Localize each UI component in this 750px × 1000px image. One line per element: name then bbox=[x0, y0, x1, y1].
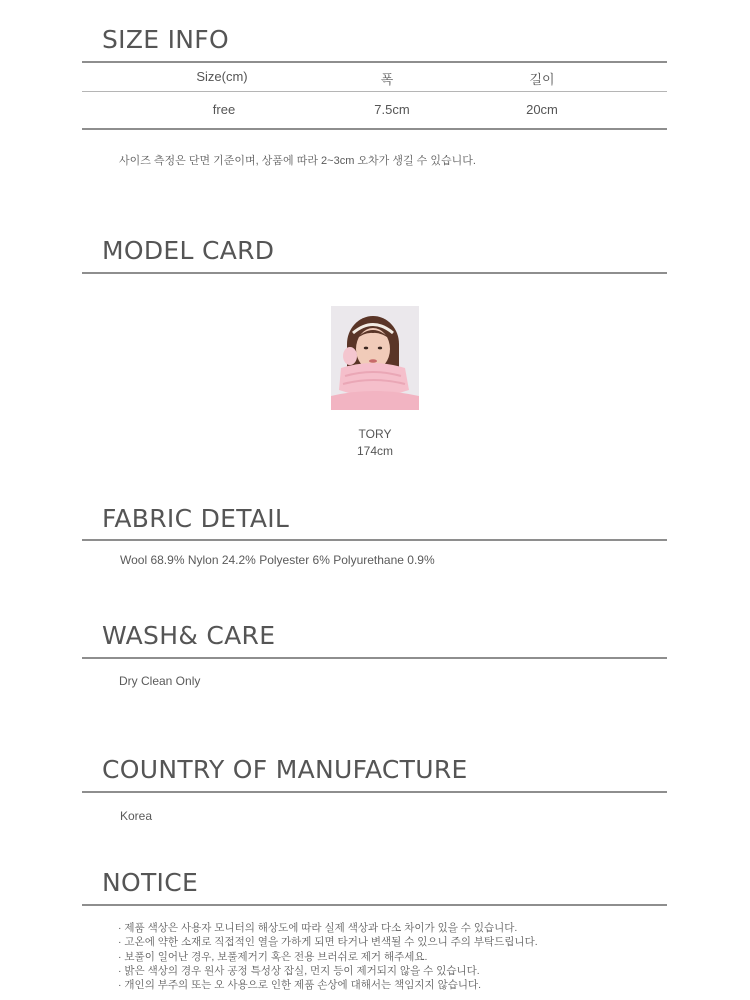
country-rule bbox=[82, 791, 667, 793]
model-card-title: MODEL CARD bbox=[102, 236, 275, 265]
notice-item: · 개인의 부주의 또는 오 사용으로 인한 제품 손상에 대해서는 책임지지 않습니다. bbox=[118, 979, 482, 992]
notice-item: · 고온에 약한 소재로 직접적인 열을 가하게 되면 타거나 변색될 수 있으니 주의 부탁드립니다. bbox=[118, 936, 538, 949]
size-value: free bbox=[212, 102, 236, 117]
size-table-bottom-rule bbox=[82, 128, 667, 130]
length-value: 20cm bbox=[526, 102, 558, 117]
model-name: TORY bbox=[358, 427, 392, 441]
model-photo bbox=[331, 306, 419, 410]
notice-item: · 제품 색상은 사용자 모니터의 해상도에 따라 실제 색상과 다소 차이가 있을 수 있습니다. bbox=[118, 922, 518, 934]
country-text: Korea bbox=[120, 809, 153, 823]
width-value: 7.5cm bbox=[374, 102, 410, 117]
model-card-rule bbox=[82, 272, 667, 274]
notice-rule bbox=[82, 904, 667, 906]
model-height: 174cm bbox=[356, 444, 394, 458]
wash-care-title: WASH& CARE bbox=[102, 621, 276, 650]
wash-care-rule bbox=[82, 657, 667, 659]
wash-care-text: Dry Clean Only bbox=[119, 674, 201, 688]
width-header-label: 폭 bbox=[380, 72, 394, 87]
size-note: 사이즈 측정은 단면 기준이며, 상품에 따라 2~3cm 오차가 생길 수 있습니다. bbox=[119, 155, 476, 167]
size-info-title: SIZE INFO bbox=[102, 25, 229, 54]
notice-list bbox=[118, 921, 538, 992]
notice-title: NOTICE bbox=[102, 868, 199, 897]
length-header-label: 길이 bbox=[529, 72, 555, 87]
size-header-label: Size(cm) bbox=[196, 69, 248, 84]
country-title: COUNTRY OF MANUFACTURE bbox=[102, 755, 468, 784]
fabric-detail-title: FABRIC DETAIL bbox=[102, 504, 290, 533]
size-info-top-rule bbox=[82, 61, 667, 63]
size-table-divider bbox=[82, 91, 667, 92]
notice-item: · 밝은 색상의 경우 원사 공정 특성상 잡실, 먼지 등이 제거되지 않을 수 있습니다. bbox=[118, 964, 480, 977]
notice-item: · 보풀이 일어난 경우, 보풀제거기 혹은 전용 브러쉬로 제거 해주세요. bbox=[118, 950, 428, 963]
fabric-detail-rule bbox=[82, 539, 667, 541]
fabric-composition: Wool 68.9% Nylon 24.2% Polyester 6% Polyurethane 0.9% bbox=[120, 553, 435, 567]
